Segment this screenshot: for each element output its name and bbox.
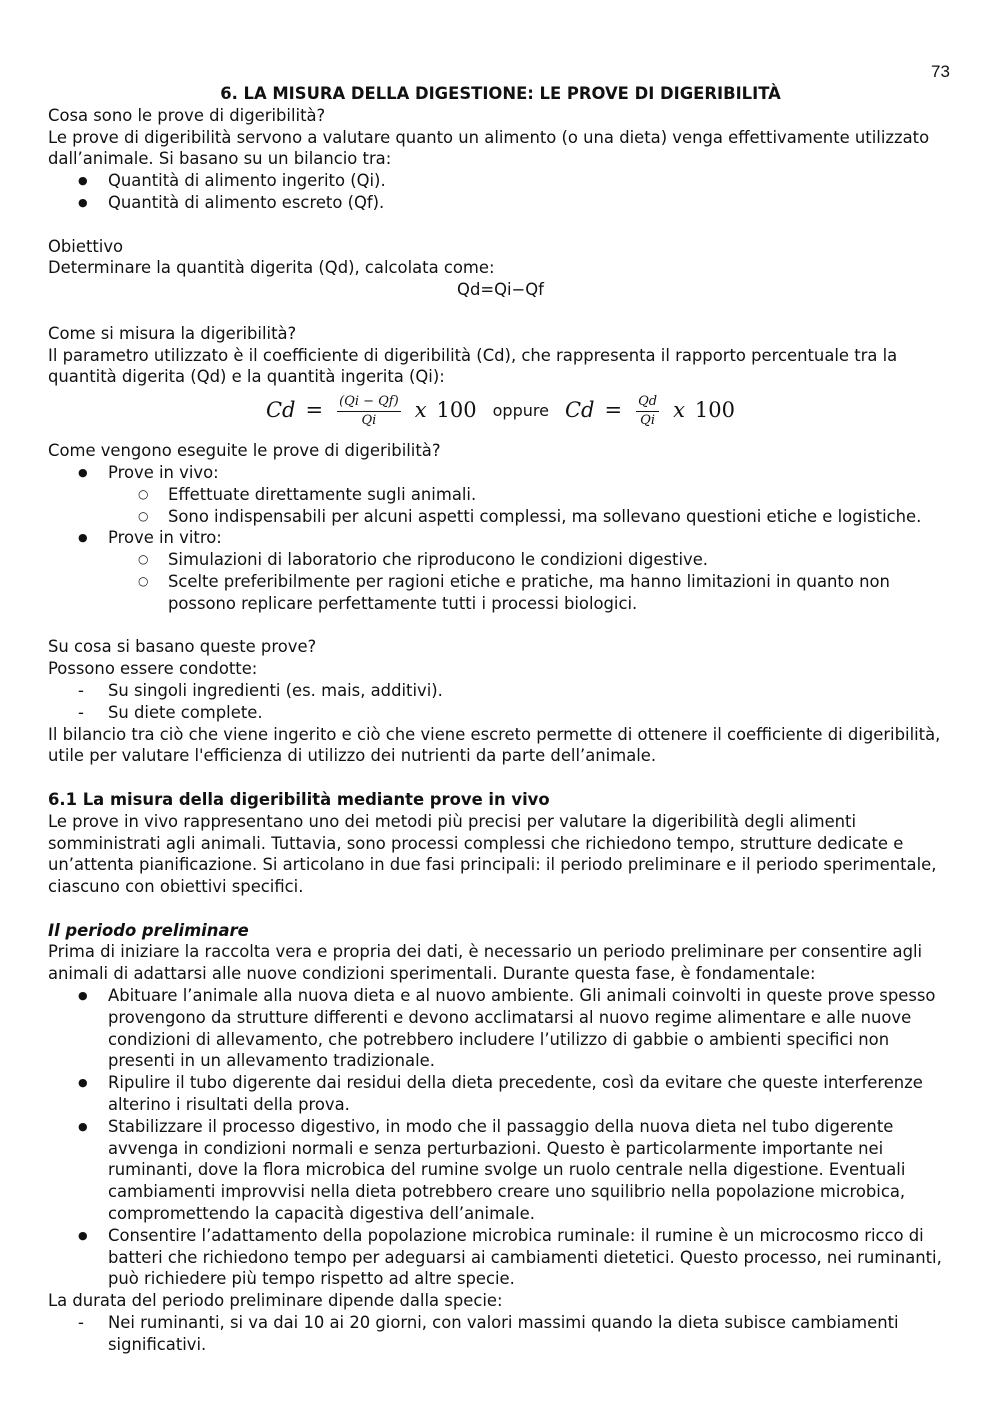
- cd-formula: [48, 390, 953, 432]
- intro-question: Cosa sono le prove di digeribilità?: [48, 105, 326, 125]
- fraction-denominator: Qi: [640, 412, 655, 428]
- fraction-numerator: (Qi − Qf): [337, 394, 401, 412]
- page-number: 73: [931, 62, 950, 81]
- basis-dash-list: [48, 680, 953, 724]
- formula-hundred: 100: [694, 398, 735, 423]
- objective-text: Determinare la quantità digerita (Qd), calcolata come:: [48, 258, 495, 278]
- list-item: - Nei ruminanti, si va dai 10 ai 20 giorni, con valori massimi quando la dieta subisce cambiamenti significativi.: [48, 1312, 953, 1356]
- list-item: ○ Simulazioni di laboratorio che riproducono le condizioni digestive.: [48, 549, 953, 571]
- subsection-heading: Il periodo preliminare: [48, 920, 249, 940]
- document-body: [48, 83, 953, 1356]
- chapter-title: 6. LA MISURA DELLA DIGESTIONE: LE PROVE DI DIGERIBILITÀ: [220, 84, 781, 103]
- methods-list: [48, 462, 953, 615]
- formula-equals: =: [604, 398, 623, 423]
- formula-fraction: [636, 394, 659, 429]
- qd-formula: Qd=Qi−Qf: [457, 280, 544, 300]
- list-item: ● Stabilizzare il processo digestivo, in modo che il passaggio della nuova dieta nel tubo digerente avvenga in condizioni normali e senza perturbazioni. Questo è particolarmente importante nei ruminanti, dove la flora microbica del rumine svolge un ruolo centrale nella digestione. Eventuali cambiamenti improvvisi nella dieta potrebbero creare uno squilibrio nella popolazione microbica, compromettendo la capacità digestiva dell’animale.: [48, 1116, 953, 1225]
- formula-lhs: Cd: [265, 398, 296, 423]
- list-item: ● Prove in vivo:: [48, 462, 953, 484]
- fraction-denominator: Qi: [361, 412, 377, 428]
- objective-heading: Obiettivo: [48, 236, 124, 256]
- preliminary-bullet-list: [48, 985, 953, 1290]
- list-item: ● Quantità di alimento escreto (Qf).: [48, 192, 953, 214]
- section-text: Le prove in vivo rappresentano uno dei metodi più precisi per valutare la digeribilità degli alimenti somministrati agli animali. Tuttavia, sono processi complessi che richiedono tempo, strutture dedicate e un’attenta pianificazione. Si articolano in due fasi principali: il periodo preliminare e il periodo sperimentale, ciascuno con obiettivi specifici.: [48, 811, 937, 897]
- methods-question: Come vengono eseguite le prove di digeribilità?: [48, 441, 441, 461]
- list-item: - Su diete complete.: [48, 702, 953, 724]
- intro-text: Le prove di digeribilità servono a valutare quanto un alimento (o una dieta) venga effettivamente utilizzato dall’animale. Si basano su un bilancio tra:: [48, 127, 930, 169]
- list-item: ● Prove in vitro:: [48, 527, 953, 549]
- duration-dash-list: [48, 1312, 953, 1356]
- list-item: ● Quantità di alimento ingerito (Qi).: [48, 170, 953, 192]
- list-item: ● Consentire l’adattamento della popolazione microbica ruminale: il rumine è un microcosmo ricco di batteri che richiedono tempo per adeguarsi ai cambiamenti dietetici. Questo processo, nei ruminanti, può richiedere più tempo rispetto ad altre specie.: [48, 1225, 953, 1290]
- measure-question: Come si misura la digeribilità?: [48, 323, 297, 343]
- duration-text: La durata del periodo preliminare dipende dalla specie:: [48, 1291, 503, 1311]
- fraction-numerator: Qd: [636, 394, 659, 412]
- formula-multiply: x: [673, 398, 685, 423]
- formula-hundred: 100: [436, 398, 477, 423]
- list-item: ○ Effettuate direttamente sugli animali.: [48, 484, 953, 506]
- intro-bullet-list: [48, 170, 953, 214]
- section-heading: 6.1 La misura della digeribilità mediante prove in vivo: [48, 789, 550, 809]
- preliminary-text: Prima di iniziare la raccolta vera e propria dei dati, è necessario un periodo preliminare per consentire agli animali di adattarsi alle nuove condizioni sperimentali. Durante questa fase, è fondamentale:: [48, 942, 923, 984]
- formula-oppure: oppure: [492, 401, 549, 421]
- formula-equals: =: [305, 398, 324, 423]
- measure-text: Il parametro utilizzato è il coefficiente di digeribilità (Cd), che rappresenta il rapporto percentuale tra la quantità digerita (Qd) e la quantità ingerita (Qi):: [48, 345, 898, 387]
- formula-fraction: [337, 394, 401, 429]
- list-item: ● Ripulire il tubo digerente dai residui della dieta precedente, così da evitare che queste interferenze alterino i risultati della prova.: [48, 1072, 953, 1116]
- list-item: ○ Scelte preferibilmente per ragioni etiche e pratiche, ma hanno limitazioni in quanto non possono replicare perfettamente tutti i processi biologici.: [48, 571, 953, 615]
- basis-question: Su cosa si basano queste prove?: [48, 637, 317, 657]
- list-item: ● Abituare l’animale alla nuova dieta e al nuovo ambiente. Gli animali coinvolti in queste prove spesso provengono da strutture differenti e devono acclimatarsi al nuovo regime alimentare e alle nuove condizioni di allevamento, che potrebbero includere l’utilizzo di gabbie o ambienti specifici non presenti in un allevamento tradizionale.: [48, 985, 953, 1072]
- list-item: - Su singoli ingredienti (es. mais, additivi).: [48, 680, 953, 702]
- formula-lhs: Cd: [564, 398, 595, 423]
- formula-multiply: x: [414, 398, 427, 423]
- list-item: ○ Sono indispensabili per alcuni aspetti complessi, ma sollevano questioni etiche e logistiche.: [48, 506, 953, 528]
- basis-conclusion: Il bilancio tra ciò che viene ingerito e ciò che viene escreto permette di ottenere il coefficiente di digeribilità, utile per valutare l'efficienza di utilizzo dei nutrienti da parte dell’animale.: [48, 724, 941, 766]
- basis-text: Possono essere condotte:: [48, 659, 258, 679]
